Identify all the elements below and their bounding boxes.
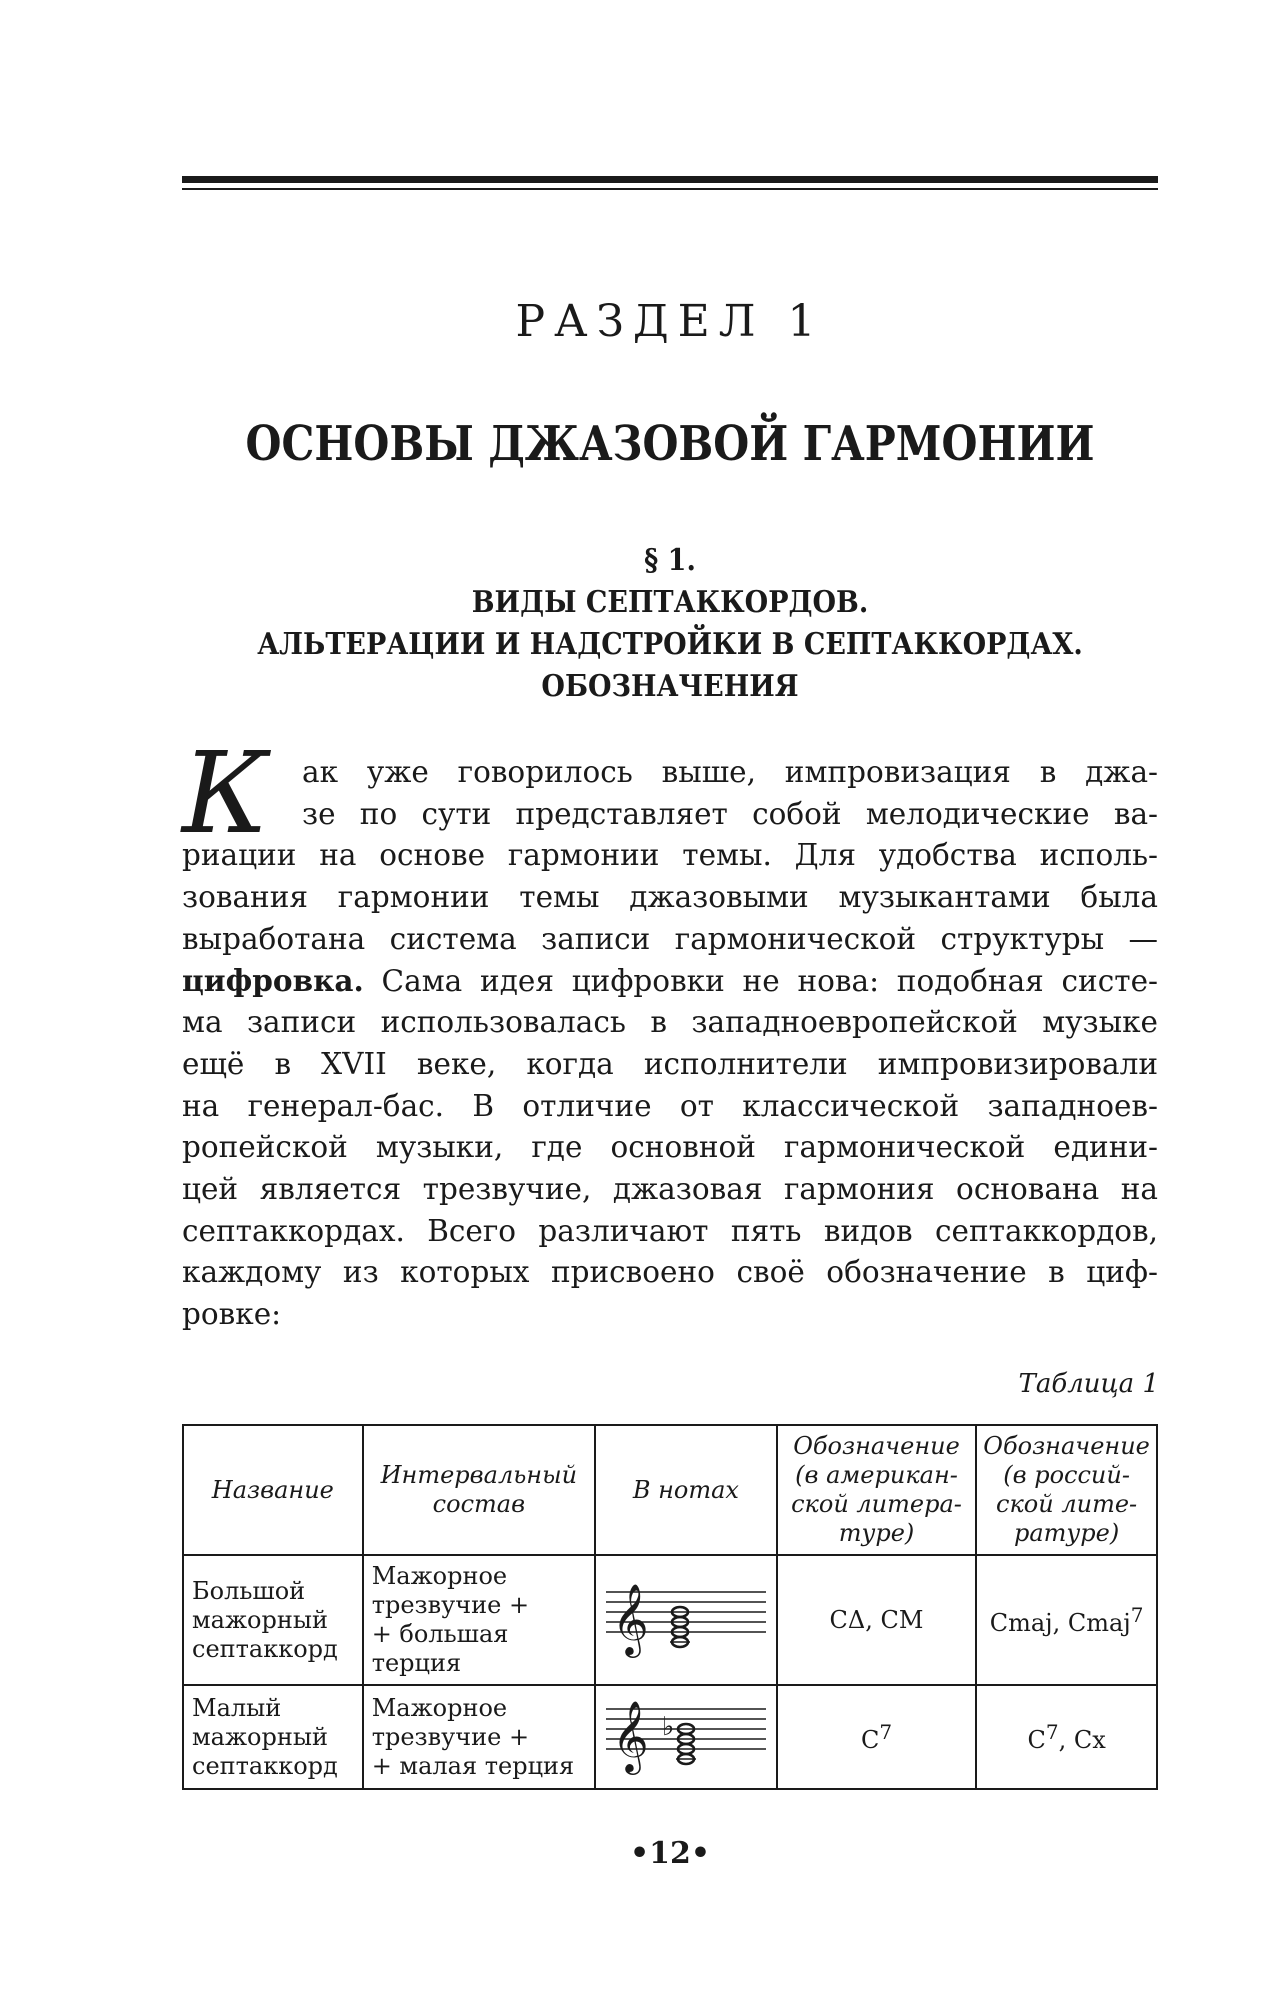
cell-ru-sup: 7 bbox=[1045, 1720, 1059, 1744]
cell-line: Малый bbox=[192, 1693, 282, 1722]
header-ru-line: ской лите- bbox=[996, 1490, 1138, 1518]
table-row bbox=[183, 1555, 1157, 1685]
header-name: Название bbox=[183, 1425, 363, 1555]
cell-us bbox=[777, 1685, 976, 1789]
body-line: каждому из которых присвоено своё обозначение в циф- bbox=[182, 1255, 1158, 1290]
chord-table bbox=[182, 1424, 1158, 1790]
cell-line: мажорный bbox=[192, 1722, 328, 1751]
header-us-line: ской литера- bbox=[791, 1490, 962, 1518]
body-line: ещё в XVII веке, когда исполнители импровизировали bbox=[182, 1046, 1158, 1081]
table-row bbox=[183, 1685, 1157, 1789]
cell-ru-sup: 7 bbox=[1130, 1603, 1144, 1627]
body-line: на генерал-бас. В отличие от классической западноев- bbox=[182, 1088, 1158, 1123]
cell-line: септаккорд bbox=[192, 1751, 338, 1780]
header-ru-line: ратуре) bbox=[1013, 1519, 1120, 1547]
body-line bbox=[182, 960, 1158, 1002]
svg-text:𝄞: 𝄞 bbox=[611, 1582, 649, 1655]
cell-line: + большая bbox=[371, 1620, 509, 1648]
body-line: ма записи использовалась в западноевропейской музыке bbox=[182, 1005, 1158, 1040]
cell-interval bbox=[363, 1555, 595, 1685]
cell-line: Мажорное bbox=[371, 1693, 508, 1722]
paragraph-number: § 1. bbox=[644, 543, 696, 578]
cell-name bbox=[183, 1555, 363, 1685]
cell-line: терция bbox=[371, 1649, 462, 1677]
table-caption: Таблица 1 bbox=[1018, 1369, 1159, 1399]
body-line: цей является трезвучие, джазовая гармония основана на bbox=[182, 1171, 1158, 1206]
cell-ru-rest: , Cx bbox=[1058, 1726, 1106, 1754]
header-interval-line: состав bbox=[432, 1490, 526, 1518]
header-interval bbox=[363, 1425, 595, 1555]
cell-line: септаккорд bbox=[192, 1634, 338, 1663]
cell-us-sup: 7 bbox=[879, 1720, 893, 1744]
header-notes: В нотах bbox=[595, 1425, 777, 1555]
svg-text:♭: ♭ bbox=[661, 1712, 675, 1742]
header-us-line: туре) bbox=[838, 1519, 915, 1547]
body-line: выработана система записи гармонической структуры — bbox=[182, 921, 1158, 956]
staff-maj7-icon bbox=[602, 1572, 770, 1668]
cell-line: + малая терция bbox=[371, 1751, 575, 1780]
cell-line: трезвучие + bbox=[371, 1591, 530, 1619]
cell-line: мажорный bbox=[192, 1605, 328, 1634]
cell-ru bbox=[976, 1555, 1157, 1685]
header-us-line: Обозначение bbox=[793, 1432, 960, 1460]
cell-us: CΔ, CM bbox=[777, 1555, 976, 1685]
header-ru-line: (в россий- bbox=[1003, 1461, 1130, 1489]
body-line: зования гармонии темы джазовыми музыкантами была bbox=[182, 880, 1158, 915]
body-line: зе по сути представляет собой мелодические ва- bbox=[302, 796, 1158, 831]
cell-line: Мажорное bbox=[371, 1562, 508, 1590]
dropcap: К bbox=[182, 729, 269, 859]
cell-ru-text: Cmaj, Cmaj bbox=[989, 1609, 1131, 1637]
cell-notes bbox=[595, 1685, 777, 1789]
cell-notes bbox=[595, 1555, 777, 1685]
term-bold: цифровка. bbox=[182, 963, 364, 999]
body-line: риации на основе гармонии темы. Для удобства исполь- bbox=[182, 838, 1158, 873]
header-us-line: (в американ- bbox=[795, 1461, 958, 1489]
paragraph-heading bbox=[0, 540, 1262, 708]
page-number: •12• bbox=[629, 1836, 711, 1871]
top-rule-thin bbox=[182, 188, 1158, 190]
header-us bbox=[777, 1425, 976, 1555]
body-text bbox=[182, 752, 1158, 1336]
cell-us-text: C bbox=[860, 1726, 880, 1754]
body-line-rest: Сама идея цифровки не нова: подобная систе- bbox=[363, 964, 1158, 999]
header-ru-line: Обозначение bbox=[983, 1432, 1150, 1460]
body-line: ропейской музыки, где основной гармонической едини- bbox=[182, 1130, 1158, 1165]
section-label: РАЗДЕЛ 1 bbox=[515, 296, 825, 347]
table-header-row bbox=[183, 1425, 1157, 1555]
body-line: ровке: bbox=[182, 1296, 282, 1331]
cell-line: Большой bbox=[192, 1576, 306, 1605]
cell-line: трезвучие + bbox=[371, 1722, 530, 1751]
cell-ru-text: C bbox=[1027, 1726, 1046, 1754]
cell-ru bbox=[976, 1685, 1157, 1789]
header-ru bbox=[976, 1425, 1157, 1555]
cell-name bbox=[183, 1685, 363, 1789]
body-line: ак уже говорилось выше, импровизация в джа- bbox=[302, 755, 1158, 789]
staff-dom7-icon bbox=[602, 1689, 770, 1785]
cell-interval bbox=[363, 1685, 595, 1789]
svg-text:𝄞: 𝄞 bbox=[611, 1699, 649, 1772]
body-line: септаккордах. Всего различают пять видов септаккордов, bbox=[182, 1213, 1158, 1248]
paragraph-title-line-2: АЛЬТЕРАЦИИ И НАДСТРОЙКИ В СЕПТАККОРДАХ. bbox=[257, 627, 1083, 662]
top-rule-thick bbox=[182, 176, 1158, 183]
header-interval-line: Интервальный bbox=[380, 1461, 578, 1489]
paragraph-title-line-3: ОБОЗНАЧЕНИЯ bbox=[541, 669, 799, 704]
main-title: ОСНОВЫ ДЖАЗОВОЙ ГАРМОНИИ bbox=[245, 416, 1095, 472]
paragraph-title-line-1: ВИДЫ СЕПТАККОРДОВ. bbox=[471, 585, 869, 620]
